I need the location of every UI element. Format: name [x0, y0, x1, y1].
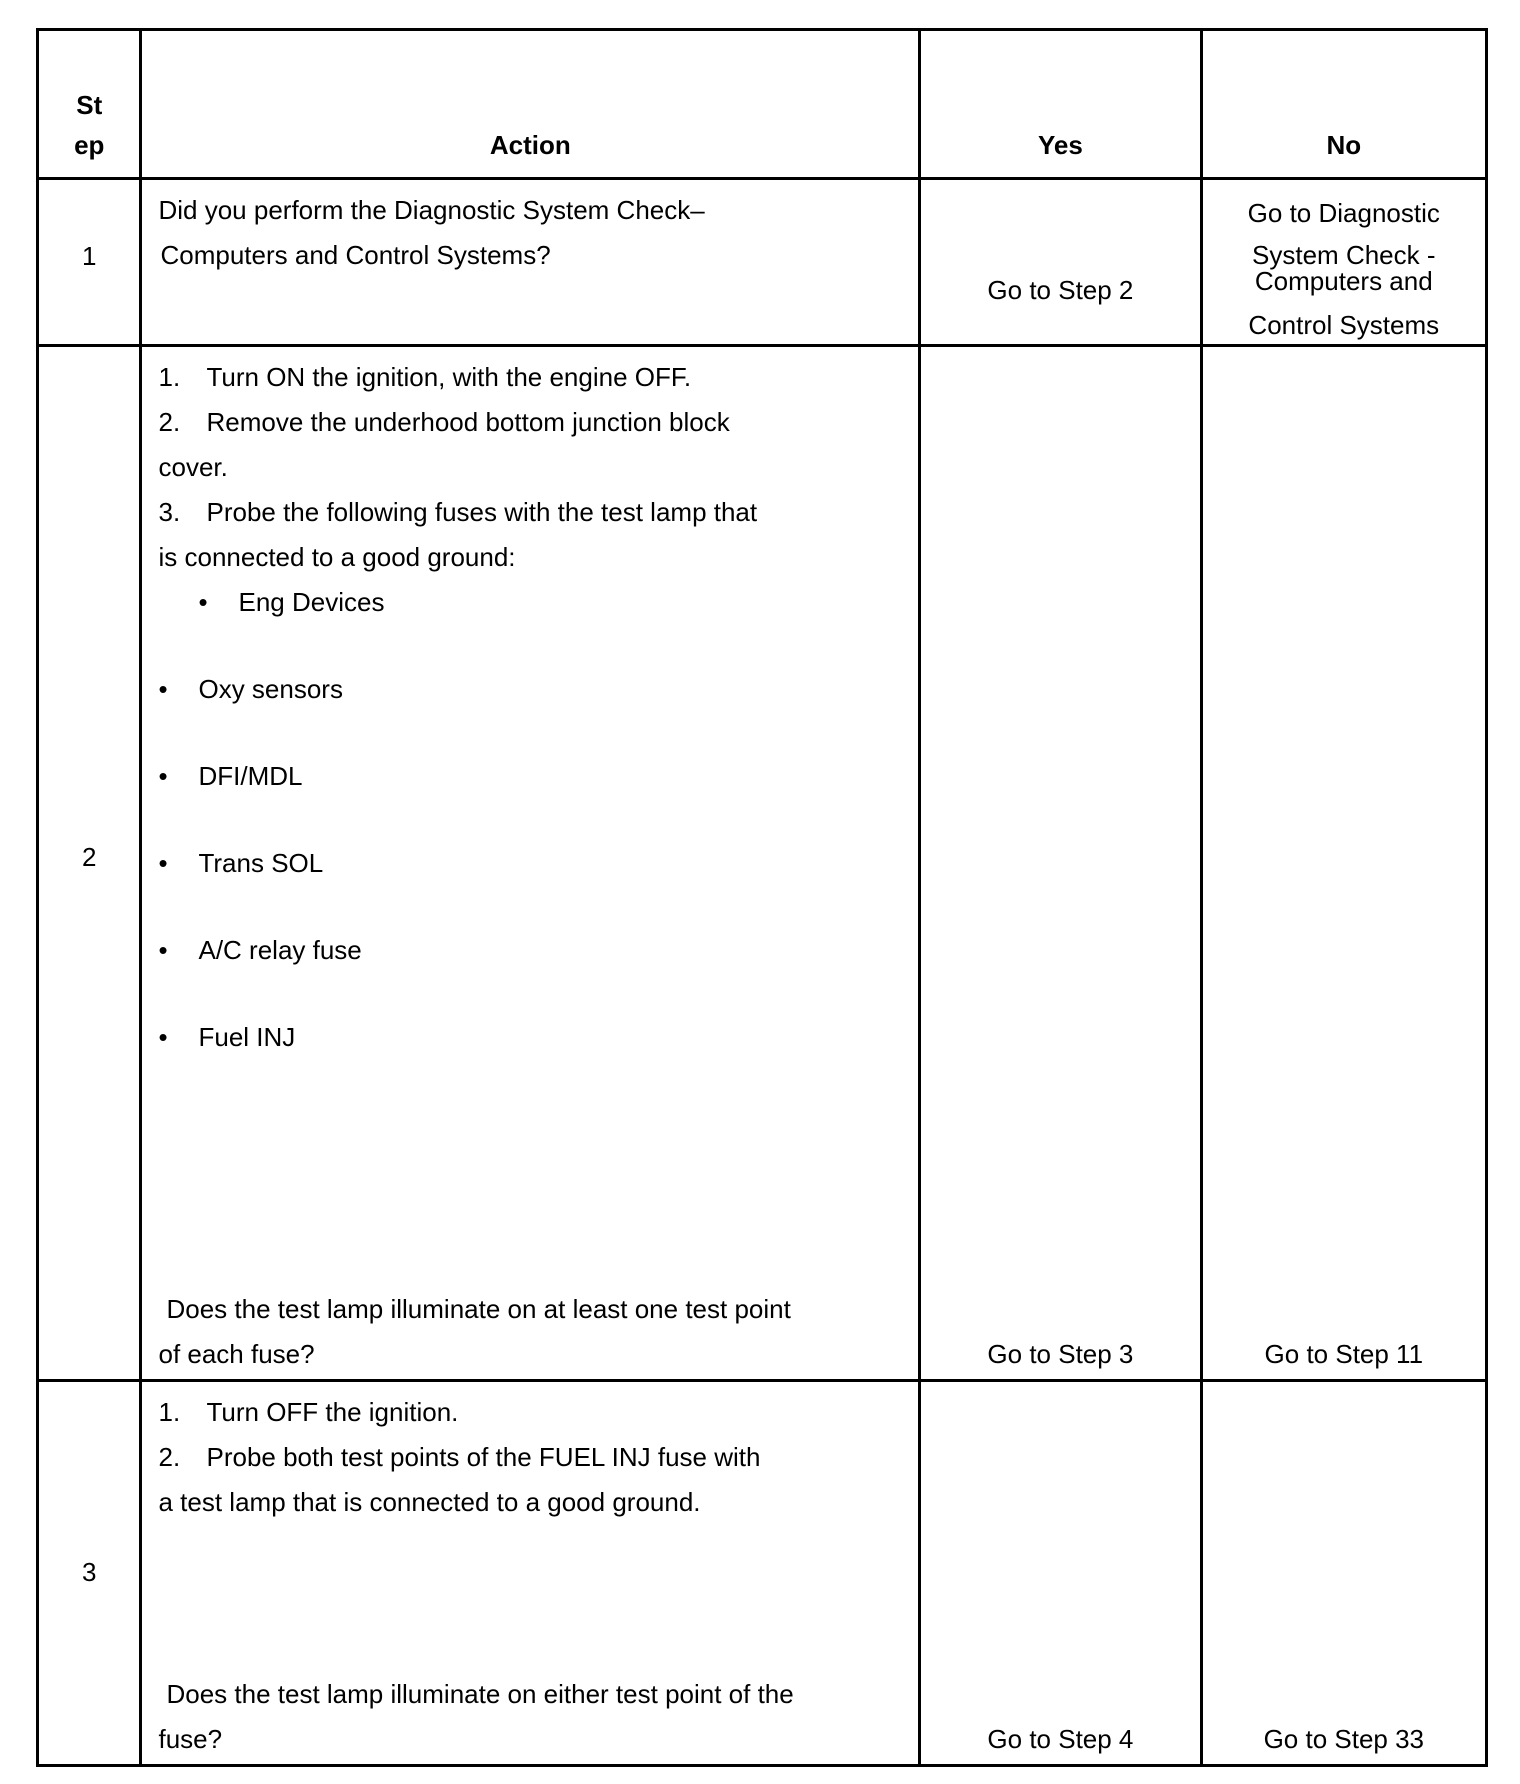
item-number: 1. — [158, 1397, 181, 1427]
question-text: of each fuse? — [158, 1339, 315, 1369]
header-step-line1: St — [76, 90, 103, 120]
numbered-item — [158, 490, 906, 535]
no-result-line: Go to Diagnostic — [1247, 198, 1440, 228]
diagnostic-table — [36, 28, 1488, 1767]
numbered-item — [158, 1435, 906, 1480]
bullet-icon: • — [158, 674, 168, 704]
bullet-icon: • — [158, 848, 168, 878]
question-text: Does the test lamp illuminate on either test point of the — [166, 1679, 794, 1709]
table-row — [38, 1381, 1487, 1766]
bullet-item — [158, 667, 906, 712]
header-no-label: No — [1326, 130, 1362, 160]
step-cell — [38, 346, 141, 1381]
step-number: 3 — [82, 1557, 97, 1587]
bullet-text: Fuel INJ — [198, 1022, 296, 1052]
item-number: 2. — [158, 407, 181, 437]
item-text: Turn ON the ignition, with the engine OFF. — [206, 362, 692, 392]
header-step-line2: ep — [74, 130, 105, 160]
numbered-item — [158, 355, 906, 400]
step-number: 1 — [82, 241, 97, 271]
no-result: Go to Step 33 — [1263, 1724, 1425, 1754]
yes-cell — [920, 179, 1201, 346]
yes-cell — [920, 346, 1201, 1381]
numbered-item — [158, 400, 906, 445]
no-result-line: Computers and — [1254, 266, 1433, 296]
bullet-text: Trans SOL — [198, 848, 324, 878]
question-text: fuse? — [158, 1724, 223, 1754]
header-action — [141, 30, 920, 179]
bullet-item — [158, 841, 906, 886]
action-text: Computers and Control Systems? — [160, 240, 551, 270]
no-cell — [1201, 1381, 1486, 1766]
item-number: 3. — [158, 497, 181, 527]
action-cell — [141, 1381, 920, 1766]
header-step — [38, 30, 141, 179]
step-number: 2 — [82, 842, 97, 872]
item-text: Remove the underhood bottom junction block — [206, 407, 730, 437]
bullet-text: Eng Devices — [238, 587, 385, 617]
bullet-text: Oxy sensors — [198, 674, 343, 704]
question-text: Does the test lamp illuminate on at least one test point — [166, 1294, 791, 1324]
bullet-item — [158, 928, 906, 973]
table-row — [38, 346, 1487, 1381]
bullet-item — [158, 754, 906, 799]
yes-result: Go to Step 4 — [987, 1724, 1134, 1754]
item-text: Probe the following fuses with the test lamp that — [206, 497, 758, 527]
item-continuation: cover. — [158, 452, 228, 482]
bullet-icon: • — [158, 935, 168, 965]
step-cell — [38, 1381, 141, 1766]
yes-cell — [920, 1381, 1201, 1766]
item-text: Turn OFF the ignition. — [206, 1397, 459, 1427]
header-yes-label: Yes — [1037, 130, 1083, 160]
item-text: Probe both test points of the FUEL INJ fuse with — [206, 1442, 761, 1472]
bullet-icon: • — [158, 1022, 168, 1052]
no-result: Go to Step 11 — [1264, 1339, 1424, 1369]
header-no — [1201, 30, 1486, 179]
step-cell — [38, 179, 141, 346]
bullet-item — [158, 1015, 906, 1060]
bullet-item — [158, 580, 906, 625]
bullet-text: DFI/MDL — [198, 761, 303, 791]
item-number: 2. — [158, 1442, 181, 1472]
no-result-line: Control Systems — [1248, 310, 1440, 340]
no-cell — [1201, 346, 1486, 1381]
bullet-icon: • — [198, 587, 208, 617]
yes-result: Go to Step 2 — [987, 275, 1134, 305]
no-result-line: System Check - — [1252, 240, 1436, 270]
action-cell — [141, 346, 920, 1381]
bullet-text: A/C relay fuse — [198, 935, 362, 965]
action-text: Did you perform the Diagnostic System Check– — [158, 195, 705, 225]
header-yes — [920, 30, 1201, 179]
item-continuation: a test lamp that is connected to a good ground. — [158, 1487, 701, 1517]
table-row — [38, 179, 1487, 346]
item-number: 1. — [158, 362, 181, 392]
numbered-item — [158, 1390, 906, 1435]
bullet-icon: • — [158, 761, 168, 791]
yes-result: Go to Step 3 — [987, 1339, 1134, 1369]
table-header-row — [38, 30, 1487, 179]
header-action-label: Action — [489, 130, 571, 160]
no-cell — [1201, 179, 1486, 346]
action-cell — [141, 179, 920, 346]
item-continuation: is connected to a good ground: — [158, 542, 516, 572]
